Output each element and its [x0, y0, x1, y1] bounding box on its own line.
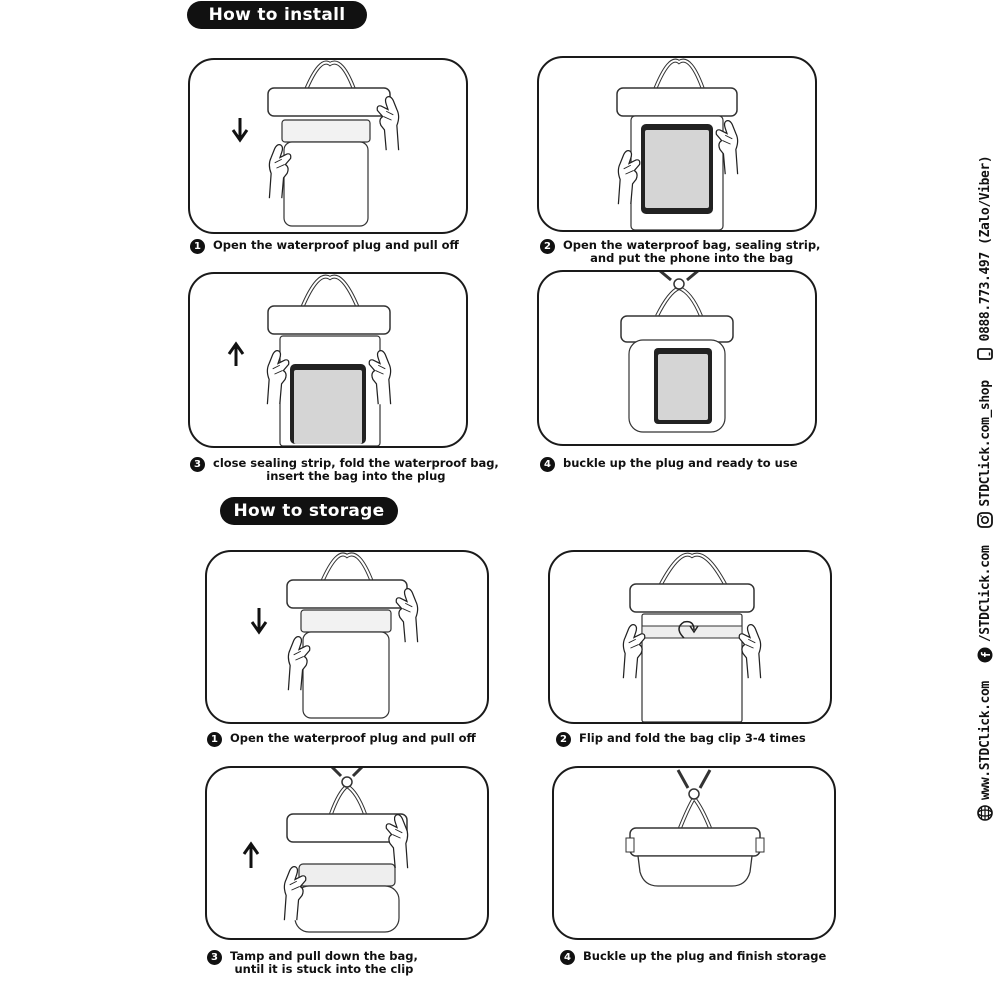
storage-step-3-illustration	[205, 766, 489, 940]
storage-step-4-illustration	[552, 766, 836, 940]
bag-plug-open-drawing	[190, 60, 466, 232]
storage-step-2	[556, 732, 806, 747]
step-text-line: close sealing strip, fold the waterproof bag,	[213, 456, 499, 470]
storage-step-1-illustration	[205, 550, 489, 724]
website-link[interactable]: www.STDClick.com	[977, 681, 993, 800]
step-number-badge: 3	[190, 457, 205, 472]
flip-fold-bag-drawing	[550, 552, 830, 722]
step-text-line: Tamp and pull down the bag,	[230, 949, 418, 963]
step-number-badge: 4	[540, 457, 555, 472]
phone-icon	[977, 346, 993, 362]
step-text-line: Open the waterproof plug and pull off	[213, 238, 459, 252]
step-text-line: until it is stuck into the clip	[234, 962, 414, 976]
install-step-1	[190, 239, 459, 254]
step-number-badge: 1	[190, 239, 205, 254]
storage-step-3	[207, 950, 418, 976]
globe-icon	[977, 805, 993, 821]
tamp-pull-bag-drawing	[207, 768, 487, 938]
bag-plug-open-drawing	[207, 552, 487, 722]
plug-buckled-drawing	[539, 272, 815, 444]
step-text-line: Buckle up the plug and finish storage	[583, 949, 827, 963]
install-step-1-illustration	[188, 58, 468, 234]
storage-finished-drawing	[554, 768, 834, 938]
contact-sidebar	[962, 155, 993, 830]
storage-step-1	[207, 732, 476, 747]
step-text-line: Open the waterproof bag, sealing strip,	[563, 238, 821, 252]
instagram-icon	[977, 512, 993, 528]
section-title-storage: How to storage	[220, 497, 398, 525]
step-text-line: buckle up the plug and ready to use	[563, 456, 798, 470]
step-text-line: insert the bag into the plug	[266, 469, 446, 483]
phone-into-bag-drawing	[539, 58, 815, 230]
instagram-link[interactable]: STDClick.com_shop	[977, 380, 993, 507]
step-text-line: and put the phone into the bag	[590, 251, 794, 265]
install-step-4	[540, 457, 798, 472]
close-sealing-strip-drawing	[190, 274, 466, 446]
step-number-badge: 2	[540, 239, 555, 254]
install-step-2	[540, 239, 820, 265]
install-step-3-illustration	[188, 272, 468, 448]
install-step-2-illustration	[537, 56, 817, 232]
step-number-badge: 4	[560, 950, 575, 965]
step-number-badge: 2	[556, 732, 571, 747]
step-number-badge: 1	[207, 732, 222, 747]
storage-step-2-illustration	[548, 550, 832, 724]
install-step-4-illustration	[537, 270, 817, 446]
facebook-link[interactable]: /STDClick.com	[977, 545, 993, 643]
step-text-line: Open the waterproof plug and pull off	[230, 731, 476, 745]
phone-number[interactable]: 0888.773.497 (Zalo/Viber)	[977, 155, 993, 342]
section-title-install: How to install	[187, 1, 367, 29]
install-step-3	[190, 457, 499, 483]
storage-step-4	[560, 950, 826, 965]
step-number-badge: 3	[207, 950, 222, 965]
facebook-icon	[977, 647, 993, 663]
step-text-line: Flip and fold the bag clip 3-4 times	[579, 731, 806, 745]
